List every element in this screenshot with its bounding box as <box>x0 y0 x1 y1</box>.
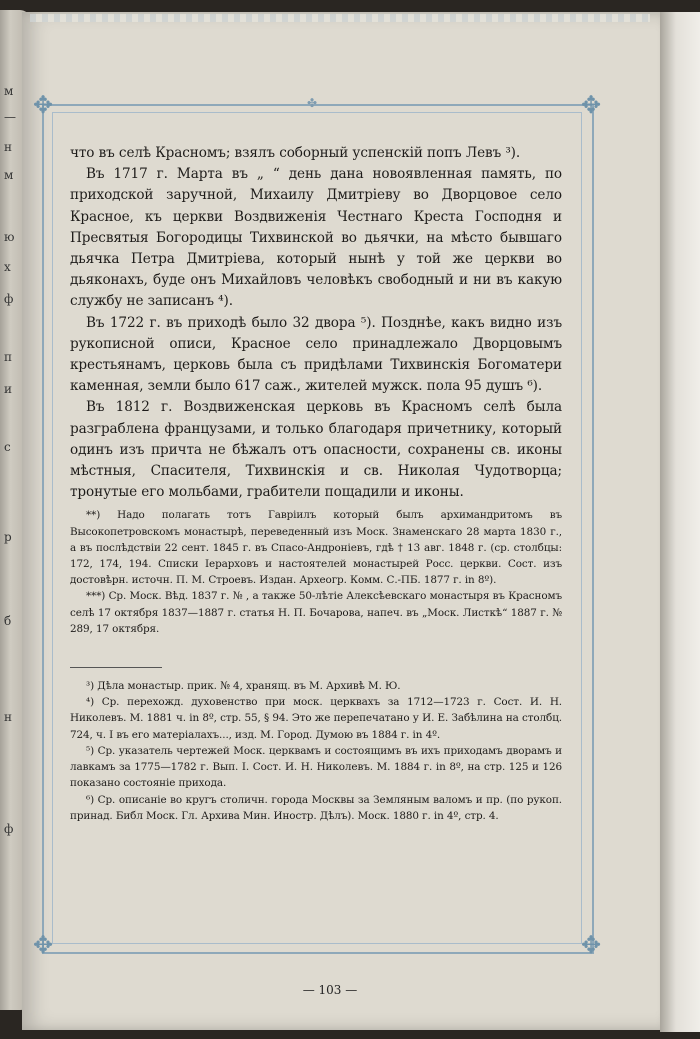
left-page-fragment: м <box>4 168 14 182</box>
left-page-fragment: ф <box>4 292 14 306</box>
footnote: ⁶) Ср. описаніе во кругъ столичн. города Москвы за Земляным валомъ и пр. (по рукоп. принад. Библ Моск. Гл. Архива Мин. Иностр. Дѣлъ). Моск. 1880 г. in 4º, стр. 4. <box>70 793 562 822</box>
body-paragraph: Въ 1812 г. Воздвиженская церковь въ Красномъ селѣ была разграблена французами, и только благодаря причетнику, который одинъ изъ причта не бѣжалъ отъ опасности, сохранены св. иконы мѣстныя, Спасителя, Тихвинскія и св. Николая Чудотворца; тронутые его мольбами, грабители пощадили и иконы. <box>70 399 562 501</box>
footnote: ⁵) Ср. указатель чертежей Моск. церквамъ и состоящимъ въ ихъ приходамъ дворамъ и лавкамъ за 1775—1782 г. Вып. I. Сост. И. Н. Николевъ. М. 1884 г. in 8º, на стр. 125 и 126 показано состояніе прихода. <box>70 744 562 790</box>
page-text <box>70 143 562 824</box>
inline-note: **) Надо полагать тотъ Гавріилъ который былъ архимандритомъ въ Высокопетровскомъ монастырѣ, переведенный изъ Моск. Знаменскаго 28 марта 1830 г., а въ послѣдствіи 22 сент. 1845 г. въ Спасо-Андроніевъ, гдѣ † 13 авг. 1848 г. (ср. столбцы: 172, 174, 194. Списки Іерарховъ и настоятелей монастырей Росс. церкви. Сост. изъ достовѣрн. источн. П. М. Строевъ. Издан. Археогр. Комм. С.-ПБ. 1877 г. in 8º). <box>70 509 562 587</box>
left-page-fragment: р <box>4 530 12 544</box>
footnote: ⁴) Ср. перехожд. духовенство при моск. церквахъ за 1712—1723 г. Сост. И. Н. Николевъ. М. 1881 ч. in 8º, стр. 55, § 94. Это же перепечатано у И. Е. Забѣлина на столбц. 724, ч. I въ его матеріалахъ..., изд. М. Город. Думою въ 1884 г. in 4º. <box>70 696 562 741</box>
body-paragraph: Въ 1722 г. въ приходѣ было 32 двора ⁵). Позднѣе, какъ видно изъ рукописной описи, Красное село принадлежало Дворцовымъ крестьянамъ, церковь была съ придѣлами Тихвинскія Богоматери каменная, земли было 617 саж., жителей мужск. пола 95 душъ ⁶). <box>70 314 562 395</box>
inline-note: ***) Ср. Моск. Вѣд. 1837 г. № , а также 50-лѣтіе Алексѣевскаго монастыря въ Красномъ селѣ 17 октября 1837—1887 г. статья Н. П. Бочарова, напеч. въ „Моск. Листкѣ“ 1887 г. № 289, 17 октября. <box>70 590 562 635</box>
left-page-fragment: н <box>4 710 12 724</box>
footnote-separator <box>70 667 162 668</box>
frame-corner-ornament: ✥ <box>32 931 54 959</box>
left-page-fragment: и <box>4 382 12 396</box>
page-number: — 103 — <box>302 983 358 997</box>
left-page-fragment: х <box>4 260 11 274</box>
top-page-band <box>30 14 650 22</box>
footnote: ³) Дѣла монастыр. прик. № 4, хранящ. въ М. Архивѣ М. Ю. <box>86 680 401 693</box>
left-page-fragment: с <box>4 440 11 454</box>
left-page-fragment: п <box>4 350 12 364</box>
body-paragraph: что въ селѣ Красномъ; взялъ соборный успенскій попъ Левъ ³). <box>70 145 521 161</box>
right-page-edge <box>660 12 700 1032</box>
frame-corner-ornament: ✥ <box>580 931 602 959</box>
left-page-fragment: — <box>4 110 16 124</box>
left-page-fragment: ю <box>4 230 15 244</box>
body-paragraph: Въ 1717 г. Марта въ „ “ день дана новоявленная память, по приходской заручной, Михаилу Дмитріеву во Дворцовое село Красное, къ церкви Воздвиженія Честнаго Креста Господня и Пресвятыя Богородицы Тихвинской во дьячки, на мѣсто бывшаго дьячка Петра Дмитріева, который нынѣ у той же церкви во дьяконахъ, буде онъ Михайловъ человѣкъ свободный и ни въ какую службу не записанъ ⁴). <box>70 166 562 310</box>
frame-corner-ornament: ✥ <box>580 91 602 119</box>
frame-top-ornament: ✤ <box>306 96 318 110</box>
frame-corner-ornament: ✥ <box>32 91 54 119</box>
left-page-fragment: ф <box>4 822 14 836</box>
left-page-fragment: н <box>4 140 12 154</box>
left-page-fragment: б <box>4 614 12 628</box>
left-page-fragment: м <box>4 84 14 98</box>
